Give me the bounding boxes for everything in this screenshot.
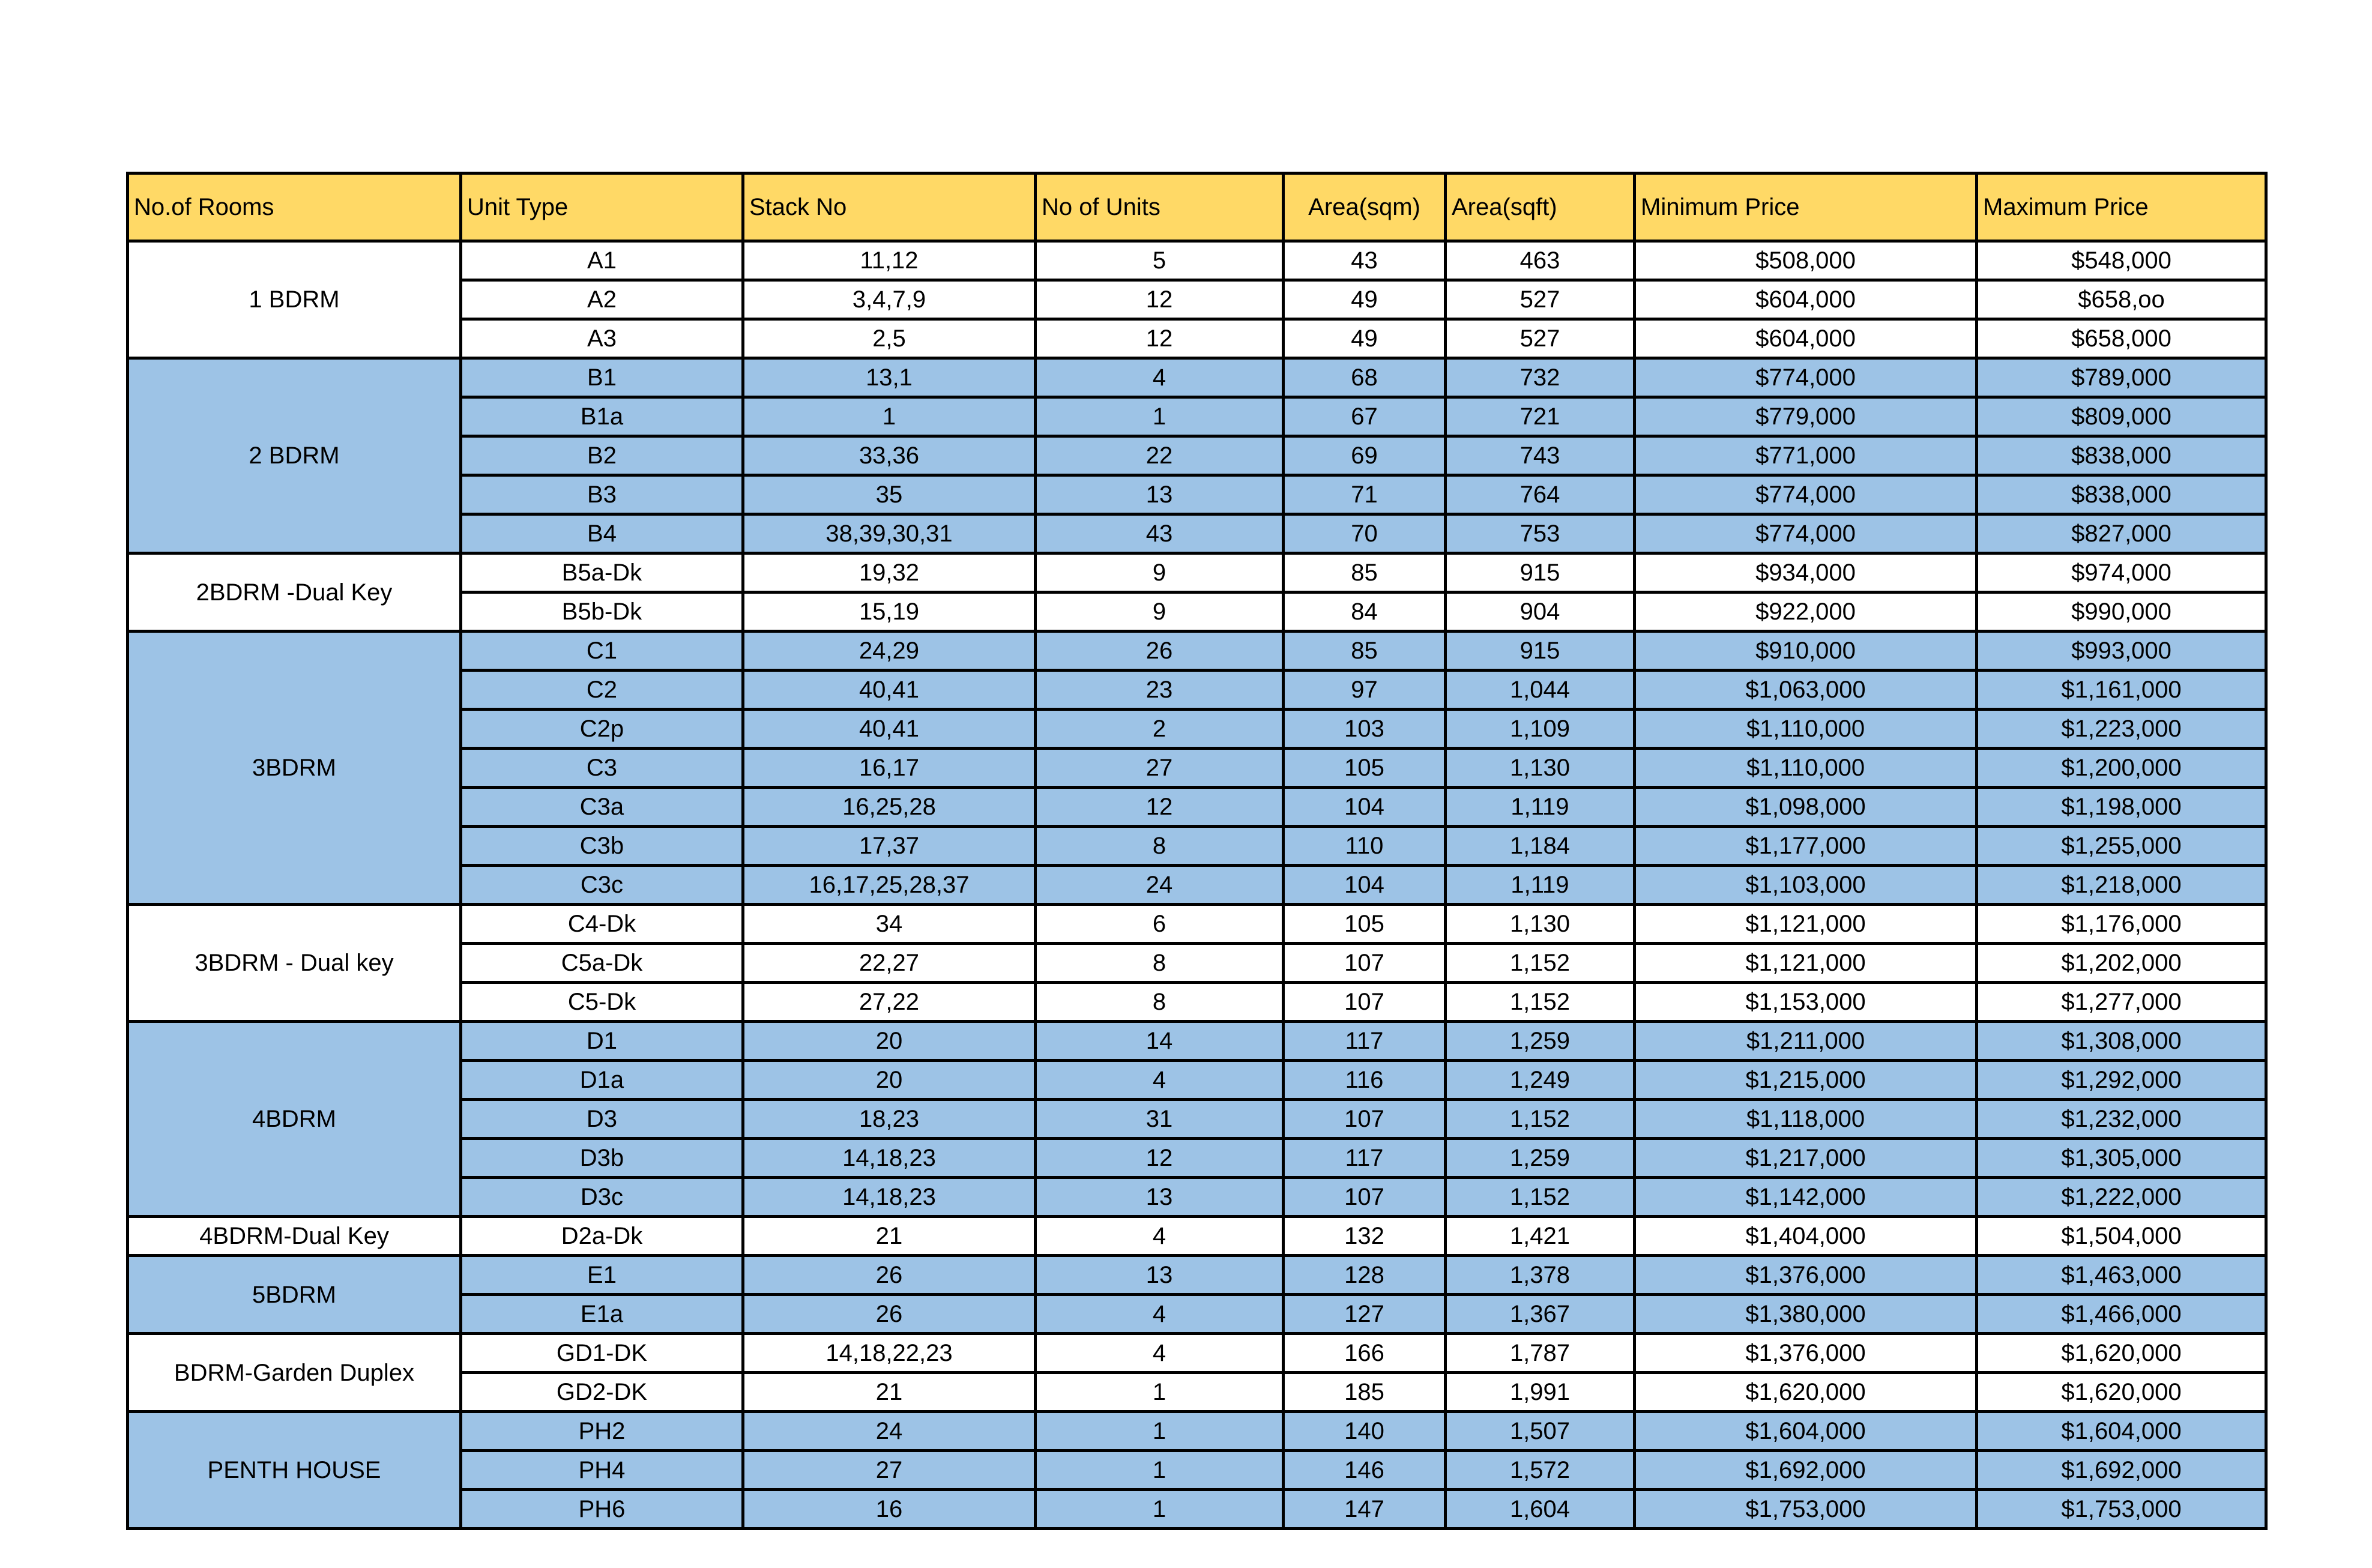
maximum-price-cell: $1,604,000 [1977,1412,2266,1451]
no-of-units-cell: 8 [1036,944,1284,983]
no-of-units-cell: 9 [1036,553,1284,593]
maximum-price-cell: $1,218,000 [1977,866,2266,905]
area-sqm-cell: 104 [1284,788,1446,827]
area-sqft-cell: 463 [1446,241,1635,280]
stack-no-cell: 11,12 [743,241,1036,280]
header-maximum-price: Maximum Price [1977,173,2266,241]
stack-no-cell: 1 [743,397,1036,436]
minimum-price-cell: $1,604,000 [1635,1412,1977,1451]
unit-type-cell: B1a [461,397,743,436]
no-of-units-cell: 5 [1036,241,1284,280]
area-sqft-cell: 527 [1446,280,1635,319]
maximum-price-cell: $1,753,000 [1977,1490,2266,1529]
maximum-price-cell: $658,000 [1977,319,2266,358]
minimum-price-cell: $1,142,000 [1635,1178,1977,1217]
room-group-cell: 5BDRM [128,1256,461,1334]
area-sqft-cell: 1,109 [1446,710,1635,749]
no-of-units-cell: 27 [1036,749,1284,788]
area-sqft-cell: 1,130 [1446,749,1635,788]
no-of-units-cell: 1 [1036,1412,1284,1451]
unit-type-cell: C3c [461,866,743,905]
area-sqft-cell: 915 [1446,553,1635,593]
area-sqft-cell: 904 [1446,593,1635,632]
minimum-price-cell: $1,217,000 [1635,1139,1977,1178]
area-sqft-cell: 1,152 [1446,1100,1635,1139]
area-sqft-cell: 1,991 [1446,1373,1635,1412]
unit-type-cell: A2 [461,280,743,319]
area-sqm-cell: 117 [1284,1139,1446,1178]
area-sqft-cell: 1,152 [1446,944,1635,983]
room-group-cell: 2 BDRM [128,358,461,553]
maximum-price-cell: $1,277,000 [1977,983,2266,1022]
stack-no-cell: 13,1 [743,358,1036,397]
maximum-price-cell: $1,466,000 [1977,1295,2266,1334]
maximum-price-cell: $1,504,000 [1977,1217,2266,1256]
unit-type-cell: C5-Dk [461,983,743,1022]
minimum-price-cell: $1,376,000 [1635,1334,1977,1373]
stack-no-cell: 34 [743,905,1036,944]
minimum-price-cell: $922,000 [1635,593,1977,632]
minimum-price-cell: $1,404,000 [1635,1217,1977,1256]
area-sqft-cell: 1,152 [1446,983,1635,1022]
unit-type-cell: GD1-DK [461,1334,743,1373]
unit-type-cell: D2a-Dk [461,1217,743,1256]
area-sqm-cell: 132 [1284,1217,1446,1256]
no-of-units-cell: 1 [1036,1451,1284,1490]
maximum-price-cell: $1,620,000 [1977,1373,2266,1412]
area-sqm-cell: 85 [1284,553,1446,593]
area-sqm-cell: 68 [1284,358,1446,397]
area-sqft-cell: 732 [1446,358,1635,397]
maximum-price-cell: $1,232,000 [1977,1100,2266,1139]
maximum-price-cell: $1,463,000 [1977,1256,2266,1295]
area-sqm-cell: 104 [1284,866,1446,905]
area-sqm-cell: 49 [1284,319,1446,358]
stack-no-cell: 38,39,30,31 [743,514,1036,553]
area-sqft-cell: 1,421 [1446,1217,1635,1256]
area-sqft-cell: 1,507 [1446,1412,1635,1451]
no-of-units-cell: 31 [1036,1100,1284,1139]
table-row [128,632,2266,671]
table-row [128,553,2266,593]
stack-no-cell: 14,18,23 [743,1139,1036,1178]
area-sqm-cell: 127 [1284,1295,1446,1334]
minimum-price-cell: $774,000 [1635,475,1977,514]
no-of-units-cell: 12 [1036,788,1284,827]
maximum-price-cell: $548,000 [1977,241,2266,280]
room-group-cell: 3BDRM [128,632,461,905]
minimum-price-cell: $1,211,000 [1635,1022,1977,1061]
stack-no-cell: 16,17 [743,749,1036,788]
no-of-units-cell: 22 [1036,436,1284,475]
maximum-price-cell: $1,620,000 [1977,1334,2266,1373]
no-of-units-cell: 8 [1036,983,1284,1022]
table-row [128,1412,2266,1451]
header-stack-no: Stack No [743,173,1036,241]
maximum-price-cell: $1,255,000 [1977,827,2266,866]
maximum-price-cell: $974,000 [1977,553,2266,593]
minimum-price-cell: $1,110,000 [1635,749,1977,788]
area-sqm-cell: 103 [1284,710,1446,749]
table-row [128,241,2266,280]
no-of-units-cell: 2 [1036,710,1284,749]
no-of-units-cell: 13 [1036,1256,1284,1295]
no-of-units-cell: 4 [1036,1217,1284,1256]
unit-type-cell: C2 [461,671,743,710]
stack-no-cell: 16,25,28 [743,788,1036,827]
minimum-price-cell: $771,000 [1635,436,1977,475]
maximum-price-cell: $1,161,000 [1977,671,2266,710]
stack-no-cell: 27 [743,1451,1036,1490]
minimum-price-cell: $774,000 [1635,358,1977,397]
area-sqm-cell: 49 [1284,280,1446,319]
area-sqft-cell: 1,572 [1446,1451,1635,1490]
unit-type-cell: C1 [461,632,743,671]
stack-no-cell: 33,36 [743,436,1036,475]
unit-type-cell: C3 [461,749,743,788]
area-sqm-cell: 105 [1284,749,1446,788]
unit-type-cell: C5a-Dk [461,944,743,983]
maximum-price-cell: $1,308,000 [1977,1022,2266,1061]
area-sqft-cell: 915 [1446,632,1635,671]
no-of-units-cell: 13 [1036,475,1284,514]
no-of-units-cell: 13 [1036,1178,1284,1217]
unit-type-cell: C3a [461,788,743,827]
maximum-price-cell: $1,305,000 [1977,1139,2266,1178]
area-sqft-cell: 1,184 [1446,827,1635,866]
minimum-price-cell: $1,098,000 [1635,788,1977,827]
minimum-price-cell: $604,000 [1635,280,1977,319]
maximum-price-cell: $1,198,000 [1977,788,2266,827]
maximum-price-cell: $1,223,000 [1977,710,2266,749]
area-sqm-cell: 107 [1284,983,1446,1022]
area-sqm-cell: 166 [1284,1334,1446,1373]
unit-type-cell: B5b-Dk [461,593,743,632]
stack-no-cell: 21 [743,1373,1036,1412]
maximum-price-cell: $789,000 [1977,358,2266,397]
stack-no-cell: 19,32 [743,553,1036,593]
area-sqm-cell: 107 [1284,1100,1446,1139]
maximum-price-cell: $1,292,000 [1977,1061,2266,1100]
no-of-units-cell: 9 [1036,593,1284,632]
no-of-units-cell: 4 [1036,1061,1284,1100]
area-sqm-cell: 105 [1284,905,1446,944]
minimum-price-cell: $508,000 [1635,241,1977,280]
header-area-sqm: Area(sqm) [1284,173,1446,241]
area-sqft-cell: 1,119 [1446,788,1635,827]
unit-type-cell: A3 [461,319,743,358]
area-sqft-cell: 1,119 [1446,866,1635,905]
minimum-price-cell: $1,753,000 [1635,1490,1977,1529]
no-of-units-cell: 6 [1036,905,1284,944]
unit-type-cell: D3 [461,1100,743,1139]
maximum-price-cell: $1,692,000 [1977,1451,2266,1490]
area-sqm-cell: 147 [1284,1490,1446,1529]
no-of-units-cell: 26 [1036,632,1284,671]
minimum-price-cell: $1,215,000 [1635,1061,1977,1100]
stack-no-cell: 40,41 [743,710,1036,749]
maximum-price-cell: $809,000 [1977,397,2266,436]
maximum-price-cell: $990,000 [1977,593,2266,632]
area-sqft-cell: 743 [1446,436,1635,475]
area-sqm-cell: 69 [1284,436,1446,475]
stack-no-cell: 20 [743,1061,1036,1100]
area-sqm-cell: 85 [1284,632,1446,671]
unit-type-cell: PH4 [461,1451,743,1490]
header-minimum-price: Minimum Price [1635,173,1977,241]
no-of-units-cell: 12 [1036,280,1284,319]
minimum-price-cell: $1,063,000 [1635,671,1977,710]
area-sqm-cell: 185 [1284,1373,1446,1412]
header-unit-type: Unit Type [461,173,743,241]
unit-type-cell: C4-Dk [461,905,743,944]
minimum-price-cell: $774,000 [1635,514,1977,553]
area-sqft-cell: 1,259 [1446,1139,1635,1178]
header-rooms: No.of Rooms [128,173,461,241]
unit-type-cell: D1a [461,1061,743,1100]
stack-no-cell: 26 [743,1295,1036,1334]
stack-no-cell: 40,41 [743,671,1036,710]
area-sqm-cell: 107 [1284,1178,1446,1217]
unit-type-cell: GD2-DK [461,1373,743,1412]
header-area-sqft: Area(sqft) [1446,173,1635,241]
room-group-cell: 1 BDRM [128,241,461,358]
unit-type-cell: PH2 [461,1412,743,1451]
area-sqm-cell: 70 [1284,514,1446,553]
minimum-price-cell: $1,376,000 [1635,1256,1977,1295]
unit-type-cell: D3c [461,1178,743,1217]
table-row [128,1334,2266,1373]
unit-type-cell: PH6 [461,1490,743,1529]
area-sqft-cell: 1,604 [1446,1490,1635,1529]
unit-type-cell: B5a-Dk [461,553,743,593]
no-of-units-cell: 8 [1036,827,1284,866]
room-group-cell: 2BDRM -Dual Key [128,553,461,632]
minimum-price-cell: $1,103,000 [1635,866,1977,905]
area-sqft-cell: 1,044 [1446,671,1635,710]
stack-no-cell: 14,18,22,23 [743,1334,1036,1373]
area-sqft-cell: 1,152 [1446,1178,1635,1217]
stack-no-cell: 18,23 [743,1100,1036,1139]
unit-type-cell: C3b [461,827,743,866]
area-sqm-cell: 116 [1284,1061,1446,1100]
area-sqft-cell: 764 [1446,475,1635,514]
stack-no-cell: 26 [743,1256,1036,1295]
area-sqft-cell: 721 [1446,397,1635,436]
table-row [128,358,2266,397]
table-row [128,1022,2266,1061]
stack-no-cell: 24,29 [743,632,1036,671]
area-sqft-cell: 1,787 [1446,1334,1635,1373]
stack-no-cell: 20 [743,1022,1036,1061]
area-sqm-cell: 97 [1284,671,1446,710]
no-of-units-cell: 1 [1036,1490,1284,1529]
stack-no-cell: 2,5 [743,319,1036,358]
stack-no-cell: 24 [743,1412,1036,1451]
maximum-price-cell: $1,176,000 [1977,905,2266,944]
unit-type-cell: B3 [461,475,743,514]
area-sqft-cell: 1,367 [1446,1295,1635,1334]
no-of-units-cell: 1 [1036,1373,1284,1412]
unit-type-cell: D3b [461,1139,743,1178]
minimum-price-cell: $910,000 [1635,632,1977,671]
maximum-price-cell: $838,000 [1977,436,2266,475]
area-sqm-cell: 140 [1284,1412,1446,1451]
no-of-units-cell: 43 [1036,514,1284,553]
area-sqm-cell: 71 [1284,475,1446,514]
minimum-price-cell: $1,121,000 [1635,944,1977,983]
area-sqft-cell: 1,378 [1446,1256,1635,1295]
no-of-units-cell: 1 [1036,397,1284,436]
unit-type-cell: D1 [461,1022,743,1061]
header-no-of-units: No of Units [1036,173,1284,241]
stack-no-cell: 17,37 [743,827,1036,866]
no-of-units-cell: 4 [1036,1295,1284,1334]
unit-type-cell: B1 [461,358,743,397]
minimum-price-cell: $779,000 [1635,397,1977,436]
room-group-cell: 4BDRM [128,1022,461,1217]
room-group-cell: 3BDRM - Dual key [128,905,461,1022]
stack-no-cell: 35 [743,475,1036,514]
minimum-price-cell: $934,000 [1635,553,1977,593]
minimum-price-cell: $1,110,000 [1635,710,1977,749]
area-sqm-cell: 43 [1284,241,1446,280]
no-of-units-cell: 4 [1036,358,1284,397]
table-body [128,241,2266,1529]
stack-no-cell: 16 [743,1490,1036,1529]
minimum-price-cell: $1,177,000 [1635,827,1977,866]
stack-no-cell: 27,22 [743,983,1036,1022]
area-sqm-cell: 84 [1284,593,1446,632]
table-row [128,905,2266,944]
area-sqft-cell: 1,130 [1446,905,1635,944]
table-row [128,1256,2266,1295]
maximum-price-cell: $658,oo [1977,280,2266,319]
room-group-cell: BDRM-Garden Duplex [128,1334,461,1412]
area-sqm-cell: 107 [1284,944,1446,983]
area-sqm-cell: 128 [1284,1256,1446,1295]
unit-type-cell: E1 [461,1256,743,1295]
area-sqm-cell: 110 [1284,827,1446,866]
unit-type-cell: B2 [461,436,743,475]
area-sqm-cell: 117 [1284,1022,1446,1061]
price-table [126,172,2268,1530]
minimum-price-cell: $1,121,000 [1635,905,1977,944]
area-sqft-cell: 527 [1446,319,1635,358]
minimum-price-cell: $1,380,000 [1635,1295,1977,1334]
minimum-price-cell: $1,153,000 [1635,983,1977,1022]
area-sqm-cell: 146 [1284,1451,1446,1490]
minimum-price-cell: $1,118,000 [1635,1100,1977,1139]
unit-type-cell: E1a [461,1295,743,1334]
no-of-units-cell: 23 [1036,671,1284,710]
stack-no-cell: 16,17,25,28,37 [743,866,1036,905]
stack-no-cell: 22,27 [743,944,1036,983]
maximum-price-cell: $1,202,000 [1977,944,2266,983]
stack-no-cell: 21 [743,1217,1036,1256]
area-sqft-cell: 753 [1446,514,1635,553]
unit-type-cell: A1 [461,241,743,280]
unit-type-cell: C2p [461,710,743,749]
no-of-units-cell: 14 [1036,1022,1284,1061]
stack-no-cell: 14,18,23 [743,1178,1036,1217]
maximum-price-cell: $1,222,000 [1977,1178,2266,1217]
header-row [128,173,2266,241]
stack-no-cell: 3,4,7,9 [743,280,1036,319]
no-of-units-cell: 12 [1036,319,1284,358]
maximum-price-cell: $838,000 [1977,475,2266,514]
maximum-price-cell: $1,200,000 [1977,749,2266,788]
room-group-cell: 4BDRM-Dual Key [128,1217,461,1256]
area-sqft-cell: 1,249 [1446,1061,1635,1100]
stack-no-cell: 15,19 [743,593,1036,632]
area-sqft-cell: 1,259 [1446,1022,1635,1061]
maximum-price-cell: $993,000 [1977,632,2266,671]
table-row [128,1217,2266,1256]
minimum-price-cell: $1,692,000 [1635,1451,1977,1490]
no-of-units-cell: 4 [1036,1334,1284,1373]
unit-type-cell: B4 [461,514,743,553]
room-group-cell: PENTH HOUSE [128,1412,461,1529]
maximum-price-cell: $827,000 [1977,514,2266,553]
minimum-price-cell: $604,000 [1635,319,1977,358]
area-sqm-cell: 67 [1284,397,1446,436]
minimum-price-cell: $1,620,000 [1635,1373,1977,1412]
no-of-units-cell: 24 [1036,866,1284,905]
no-of-units-cell: 12 [1036,1139,1284,1178]
